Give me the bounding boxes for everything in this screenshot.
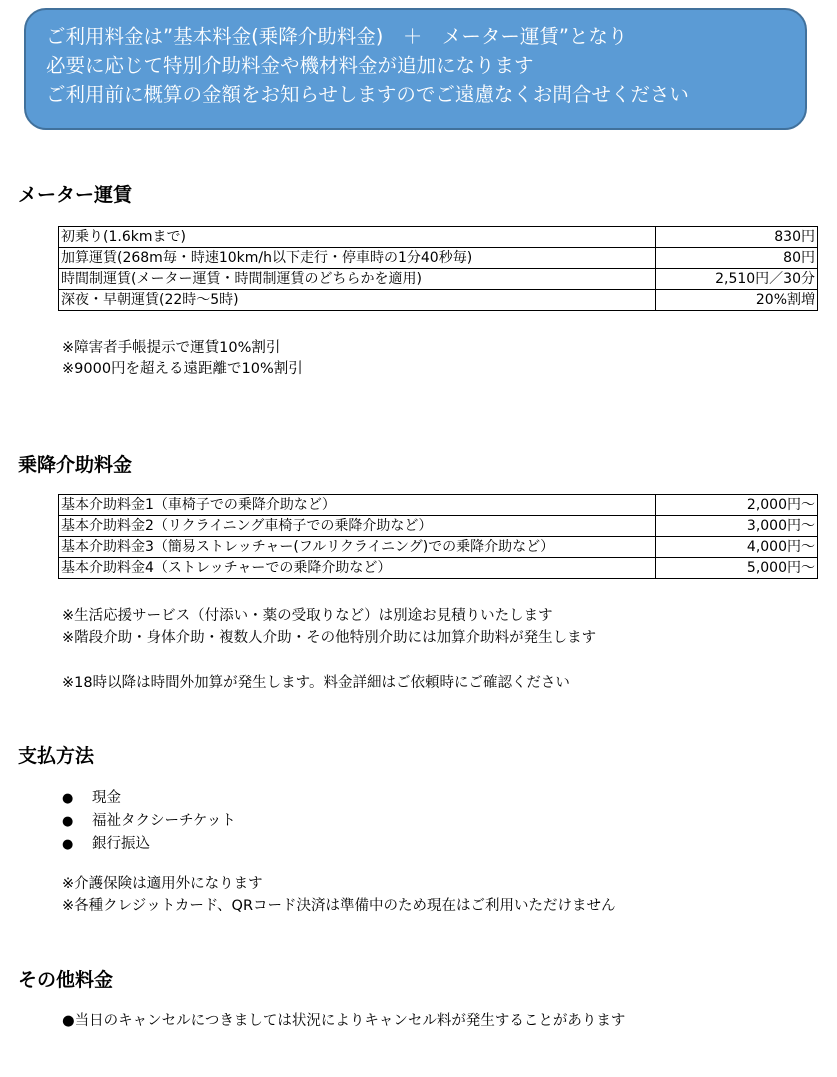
banner-line-2: 必要に応じて特別介助料金や機材料金が追加になります bbox=[46, 54, 534, 77]
row-label: 基本介助料金4（ストレッチャーでの乗降介助など） bbox=[59, 558, 656, 579]
row-value: 5,000円～ bbox=[656, 558, 818, 579]
row-value: 830円 bbox=[656, 227, 818, 248]
meter-note-disability: ※障害者手帳提示で運賃10%割引 bbox=[62, 340, 281, 356]
assist-note-support-service: ※生活応援サービス（付添い・薬の受取りなど）は別途お見積りいたします bbox=[62, 608, 553, 624]
bullet-icon: ● bbox=[62, 791, 74, 806]
row-value: 3,000円～ bbox=[656, 516, 818, 537]
table-row bbox=[59, 269, 818, 290]
table-row bbox=[59, 290, 818, 311]
row-value: 2,000円～ bbox=[656, 495, 818, 516]
row-label: 加算運賃(268m毎・時速10km/h以下走行・停車時の1分40秒毎) bbox=[59, 248, 656, 269]
payment-note-credit-card: ※各種クレジットカード、QRコード決済は準備中のため現在はご利用いただけません bbox=[62, 898, 616, 914]
assist-fee-heading: 乗降介助料金 bbox=[18, 454, 133, 476]
table-row bbox=[59, 537, 818, 558]
list-item bbox=[62, 833, 236, 856]
bullet-icon: ● bbox=[62, 837, 74, 852]
row-value: 2,510円／30分 bbox=[656, 269, 818, 290]
payment-method-label: 福祉タクシーチケット bbox=[92, 813, 236, 829]
meter-fare-heading: メーター運賃 bbox=[18, 184, 133, 206]
row-label: 基本介助料金3（簡易ストレッチャー(フルリクライニング)での乗降介助など） bbox=[59, 537, 656, 558]
list-item bbox=[62, 787, 236, 810]
banner-line-3: ご利用前に概算の金額をお知らせしますのでご遠慮なくお問合せください bbox=[46, 83, 689, 106]
row-label: 時間制運賃(メーター運賃・時間制運賃のどちらかを適用) bbox=[59, 269, 656, 290]
payment-method-list bbox=[62, 787, 236, 856]
assist-note-after-hours: ※18時以降は時間外加算が発生します。料金詳細はご依頼時にご確認ください bbox=[62, 675, 570, 691]
other-fee-heading: その他料金 bbox=[18, 969, 114, 991]
table-row bbox=[59, 248, 818, 269]
payment-heading: 支払方法 bbox=[18, 745, 95, 767]
table-row bbox=[59, 558, 818, 579]
row-value: 80円 bbox=[656, 248, 818, 269]
meter-note-long-distance: ※9000円を超える遠距離で10%割引 bbox=[62, 361, 303, 377]
row-value: 4,000円～ bbox=[656, 537, 818, 558]
assist-note-special-assist: ※階段介助・身体介助・複数人介助・その他特別介助には加算介助料が発生します bbox=[62, 630, 597, 646]
row-value: 20%割増 bbox=[656, 290, 818, 311]
other-note-cancellation: ●当日のキャンセルにつきましては状況によりキャンセル料が発生することがあります bbox=[62, 1013, 626, 1029]
banner-line-1: ご利用料金は”基本料金(乗降介助料金) ＋ メーター運賃”となり bbox=[46, 25, 628, 48]
table-row bbox=[59, 516, 818, 537]
payment-method-label: 現金 bbox=[92, 790, 121, 806]
fee-info-banner bbox=[24, 8, 807, 130]
row-label: 深夜・早朝運賃(22時～5時) bbox=[59, 290, 656, 311]
row-label: 初乗り(1.6kmまで) bbox=[59, 227, 656, 248]
assist-fee-table bbox=[58, 494, 818, 579]
bullet-icon: ● bbox=[62, 814, 74, 829]
row-label: 基本介助料金2（リクライニング車椅子での乗降介助など） bbox=[59, 516, 656, 537]
payment-method-label: 銀行振込 bbox=[92, 836, 150, 852]
table-row bbox=[59, 495, 818, 516]
row-label: 基本介助料金1（車椅子での乗降介助など） bbox=[59, 495, 656, 516]
payment-note-insurance: ※介護保険は適用外になります bbox=[62, 876, 263, 892]
meter-fare-table bbox=[58, 226, 818, 311]
list-item bbox=[62, 810, 236, 833]
table-row bbox=[59, 227, 818, 248]
